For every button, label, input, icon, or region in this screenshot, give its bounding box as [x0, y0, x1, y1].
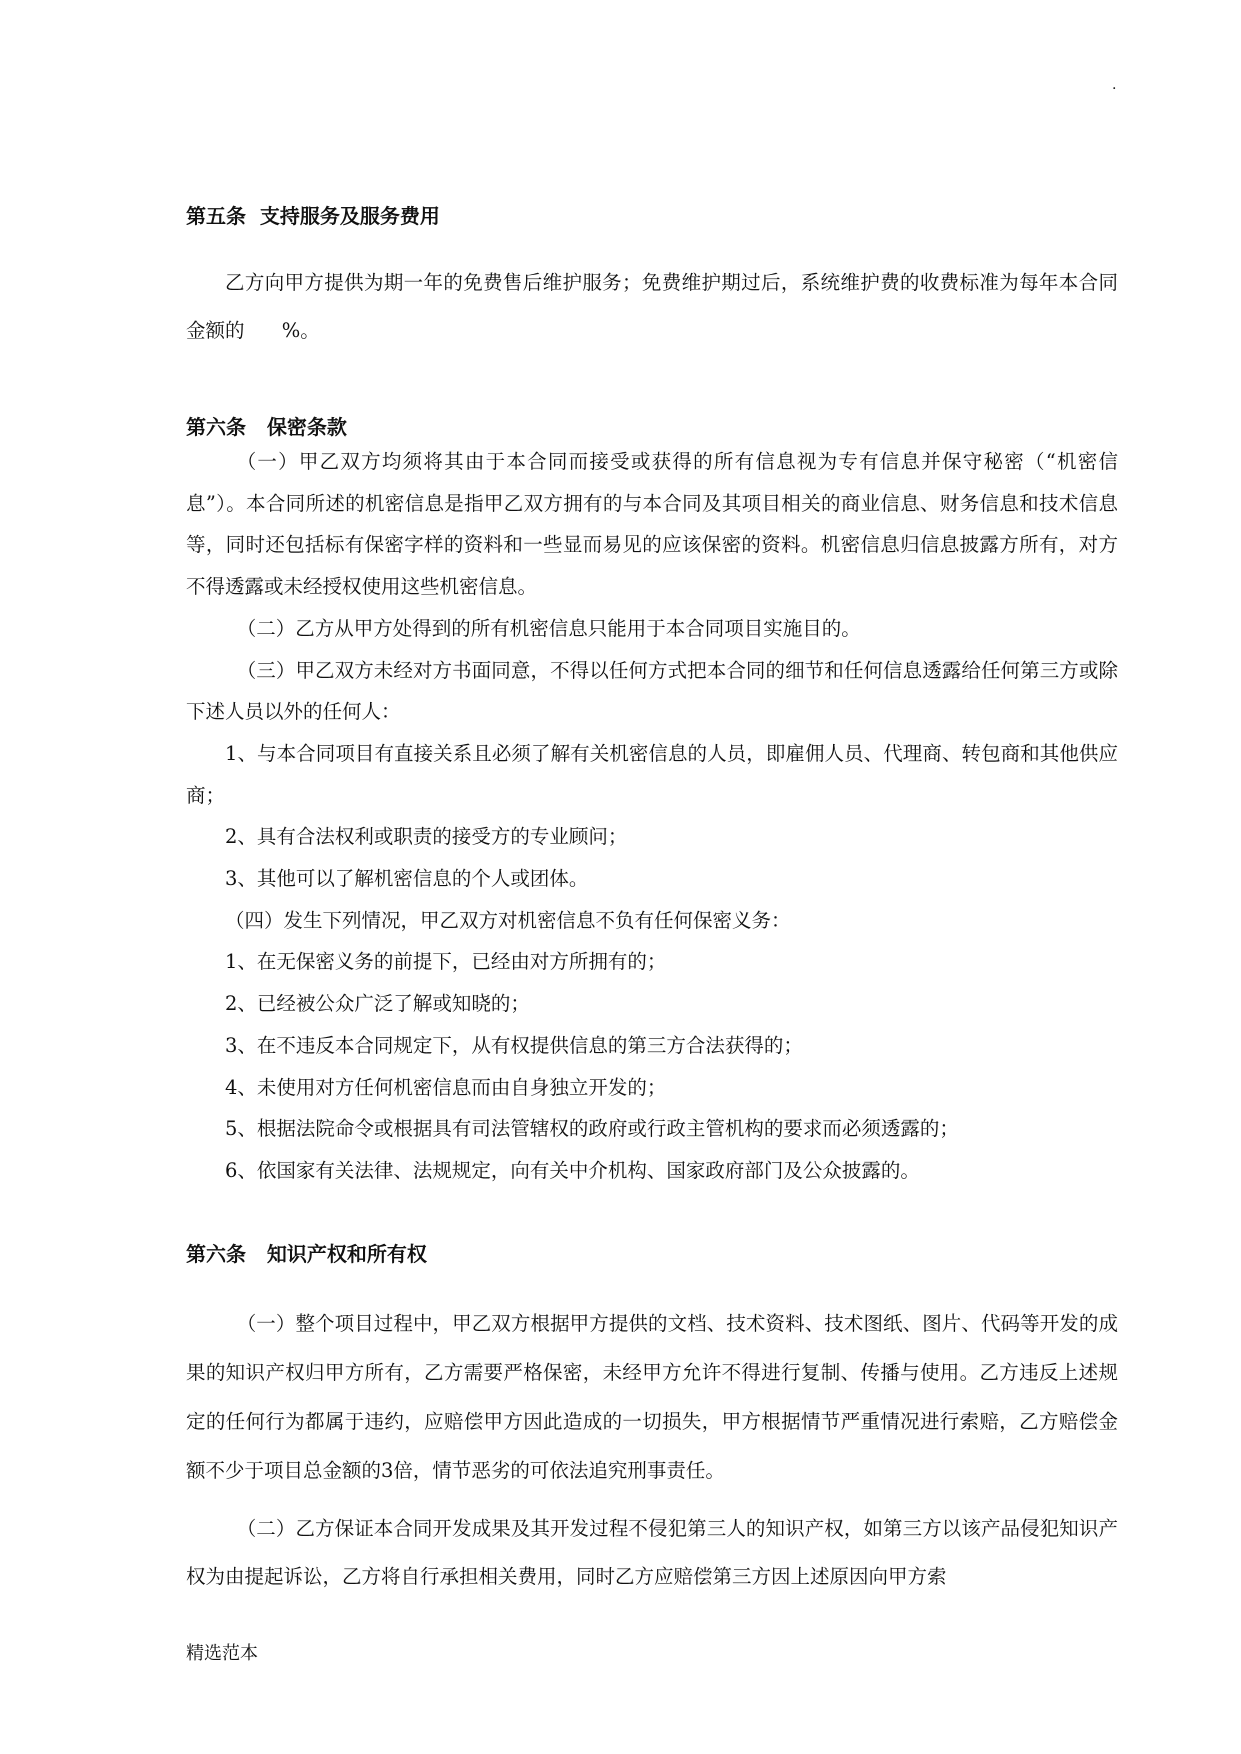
article6-heading: 第六条 保密条款 [186, 415, 347, 439]
clause-4-item-3: 3、在不违反本合同规定下，从有权提供信息的第三方合法获得的； [225, 1033, 803, 1057]
article5-body [186, 259, 1118, 355]
clause-4-item-4: 4、未使用对方任何机密信息而由自身独立开发的； [225, 1075, 667, 1099]
article6b-body-2 [186, 1505, 1118, 1601]
clause-4: （四）发生下列情况，甲乙双方对机密信息不负有任何保密义务： [225, 908, 791, 932]
clause-3: （三）甲乙双方未经对方书面同意，不得以任何方式把本合同的细节和任何信息透露给任何第三方或除下述人员以外的任何人： [186, 658, 1118, 724]
article5-heading: 第五条 支持服务及服务费用 [186, 204, 440, 228]
article6b-body-1 [186, 1299, 1118, 1495]
clause-4-item-5: 5、根据法院命令或根据具有司法管辖权的政府或行政主管机构的要求而必须透露的； [225, 1117, 959, 1141]
clause-3-item-1: 1、与本合同项目有直接关系且必须了解有关机密信息的人员，即雇佣人员、代理商、转包商和其他供应商； [186, 741, 1118, 807]
ip-clause-1: （一）整个项目过程中，甲乙双方根据甲方提供的文档、技术资料、技术图纸、图片、代码等开发的成果的知识产权归甲方所有，乙方需要严格保密，未经甲方允许不得进行复制、传播与使用。乙方违反上述规定的任何行为都属于违约，应赔偿甲方因此造成的一切损失，甲方根据情节严重情况进行索赔，乙方赔偿金额不少于项目总金额的3倍，情节恶劣的可依法追究刑事责任。 [186, 1312, 1118, 1482]
clause-1: （一）甲乙双方均须将其由于本合同而接受或获得的所有信息视为专有信息并保守秘密（“机密信息”）。本合同所述的机密信息是指甲乙双方拥有的与本合同及其项目相关的商业信息、财务信息和技术信息等，同时还包括标有保密字样的资料和一些显而易见的应该保密的资料。机密信息归信息披露方所有，对方不得透露或未经授权使用这些机密信息。 [186, 450, 1118, 599]
article5-paragraph: 乙方向甲方提供为期一年的免费售后维护服务；免费维护期过后，系统维护费的收费标准为每年本合同金额的 %。 [186, 271, 1118, 342]
ip-clause-2: （二）乙方保证本合同开发成果及其开发过程不侵犯第三人的知识产权，如第三方以该产品侵犯知识产权为由提起诉讼，乙方将自行承担相关费用，同时乙方应赔偿第三方因上述原因向甲方索 [186, 1517, 1118, 1588]
clause-4-item-1: 1、在无保密义务的前提下，已经由对方所拥有的； [225, 950, 667, 974]
clause-4-item-2: 2、已经被公众广泛了解或知晓的； [225, 992, 530, 1016]
article6-body [186, 441, 1118, 1192]
corner-dot: . [1112, 77, 1117, 93]
clause-2: （二）乙方从甲方处得到的所有机密信息只能用于本合同项目实施目的。 [236, 616, 861, 640]
article6b-heading: 第六条 知识产权和所有权 [186, 1242, 427, 1266]
footer-label: 精选范本 [186, 1643, 258, 1664]
clause-3-item-2: 2、具有合法权利或职责的接受方的专业顾问； [225, 825, 628, 849]
clause-4-item-6: 6、依国家有关法律、法规规定，向有关中介机构、国家政府部门及公众披露的。 [225, 1158, 920, 1182]
clause-3-item-3: 3、其他可以了解机密信息的个人或团体。 [225, 867, 589, 891]
